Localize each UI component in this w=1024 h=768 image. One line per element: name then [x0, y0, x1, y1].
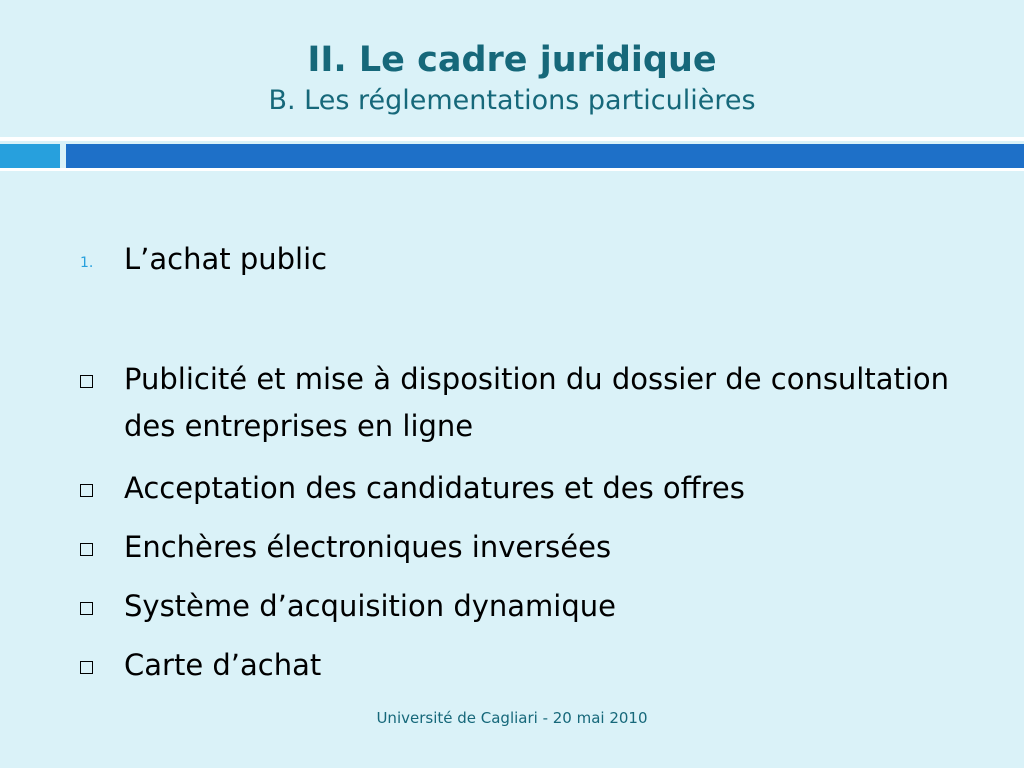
bullet-item: Système d’acquisition dynamique	[124, 589, 616, 623]
section-heading: L’achat public	[124, 242, 328, 276]
bullet-item: Publicité et mise à disposition du dossier de consultation des entreprises en ligne	[124, 362, 950, 443]
bullet-item: Carte d’achat	[124, 648, 322, 682]
slide-footer: Université de Cagliari - 20 mai 2010	[376, 709, 648, 727]
slide-subtitle: B. Les réglementations particulières	[268, 85, 756, 116]
bullet-square-icon	[80, 375, 93, 388]
section-number: 1.	[80, 255, 94, 271]
bullet-item: Acceptation des candidatures et des offres	[124, 471, 745, 505]
bullet-square-icon	[80, 543, 93, 556]
bullet-square-icon	[80, 484, 93, 497]
bullet-square-icon	[80, 602, 93, 615]
bullet-square-icon	[80, 661, 93, 674]
slide-title: II. Le cadre juridique	[307, 40, 717, 80]
bullet-item: Enchères électroniques inversées	[124, 530, 612, 564]
